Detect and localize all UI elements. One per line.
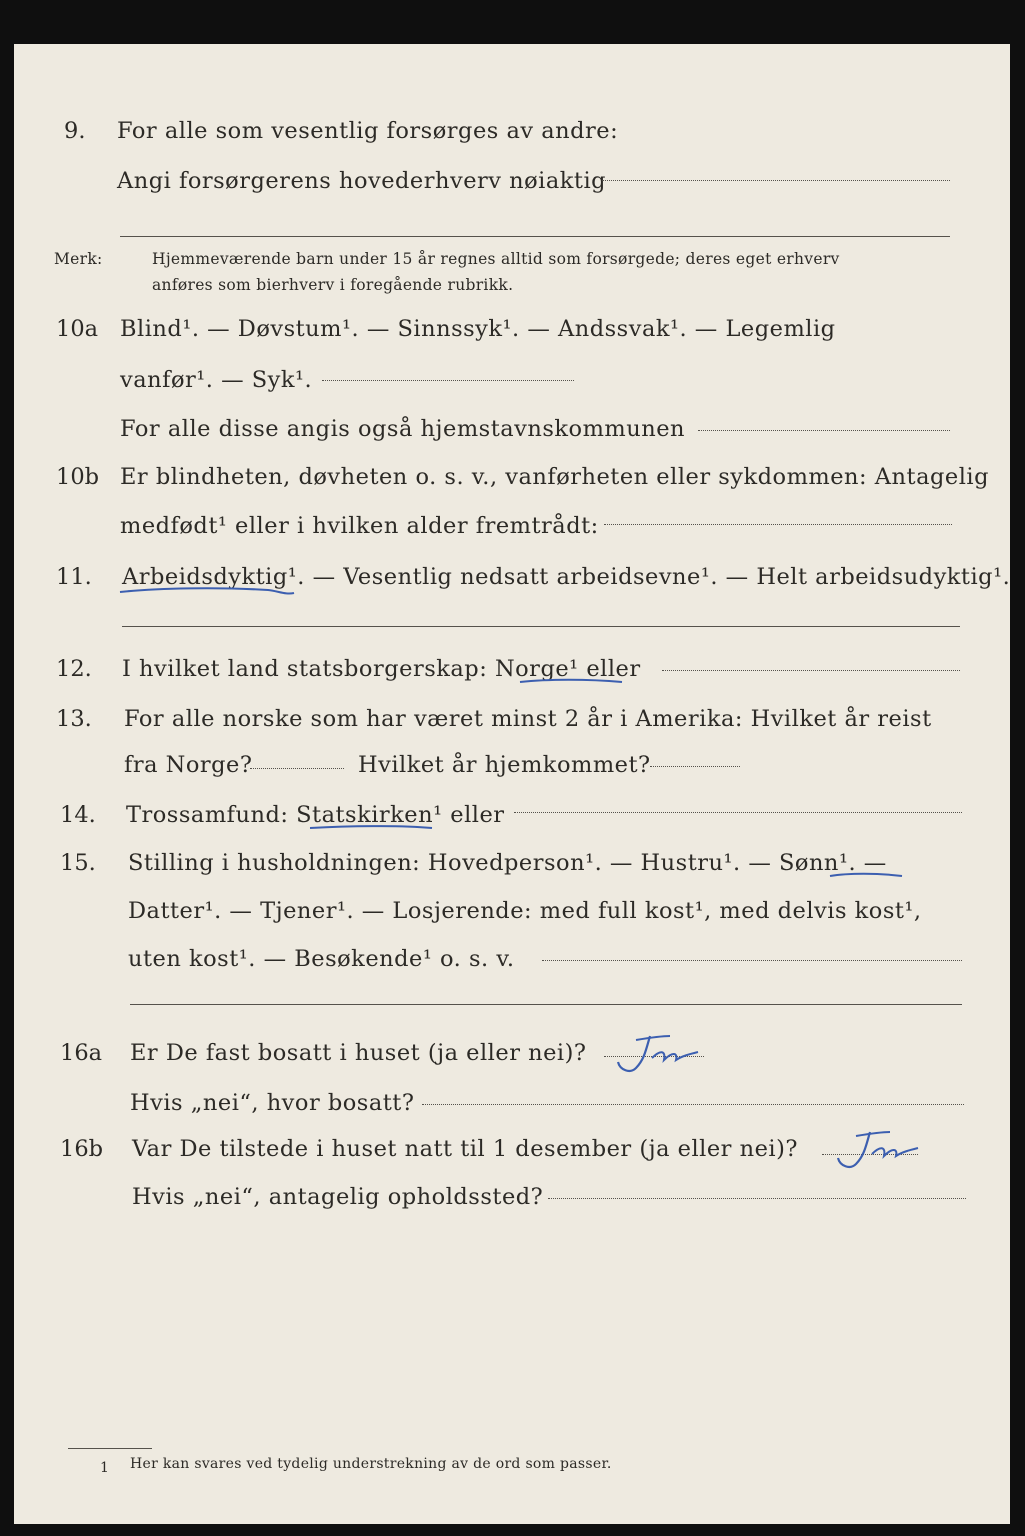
q9-line2: Angi forsørgerens hovederhverv nøiaktig: [117, 168, 607, 194]
q16a-bosatt-line: [422, 1104, 964, 1105]
merk-line1: Hjemmeværende barn under 15 år regnes alltid som forsørgede; deres eget erhverv: [152, 250, 840, 268]
q11-underline-mark: [118, 584, 298, 598]
q9-number: 9.: [64, 118, 86, 144]
merk-line2: anføres som bierhverv i foregående rubrikk.: [152, 276, 514, 294]
footnote-rule: [68, 1448, 152, 1449]
q13-line1: For alle norske som har været minst 2 år i Amerika: Hvilket år reist: [124, 706, 932, 732]
q11-extra-line: [122, 626, 960, 627]
q15-line2: Datter¹. — Tjener¹. — Losjerende: med full kost¹, med delvis kost¹,: [128, 898, 922, 924]
q13-hjemkommet-line: [650, 766, 740, 767]
q14-pre: Trossamfund:: [126, 802, 289, 828]
q16b-line1: Var De tilstede i huset natt til 1 desember (ja eller nei)?: [132, 1136, 798, 1162]
q12-norge: Norge: [494, 656, 570, 682]
q13-number: 13.: [56, 706, 92, 732]
q10a-line2: vanfør¹. — Syk¹.: [120, 367, 313, 393]
q12-number: 12.: [56, 656, 92, 682]
q9-line1: For alle som vesentlig forsørges av andre:: [117, 118, 619, 144]
footnote-mark: 1: [100, 1460, 110, 1476]
q9-answer-line: [602, 180, 950, 181]
q15-line1-pre: Stilling i husholdningen: Hovedperson¹. — Hustru¹. —: [128, 850, 772, 876]
q12-post: ¹ eller: [569, 656, 641, 682]
q14-answer-line: [514, 812, 962, 813]
q16a-number: 16a: [60, 1040, 103, 1066]
form-page: [14, 44, 1010, 1524]
q10a-line3: For alle disse angis også hjemstavnskommunen: [120, 416, 686, 442]
q16a-line1: Er De fast bosatt i huset (ja eller nei)?: [130, 1040, 587, 1066]
q10b-line2: medfødt¹ eller i hvilken alder fremtrådt:: [120, 513, 599, 539]
q10a-kommune-line: [698, 430, 950, 431]
q12-answer-line: [662, 670, 960, 671]
q16b-number: 16b: [60, 1136, 104, 1162]
q15-line1-post: ¹. —: [838, 850, 887, 876]
q10a-number: 10a: [56, 316, 99, 342]
q16a-handwritten-answer: [612, 1030, 704, 1078]
q15-number: 15.: [60, 850, 96, 876]
merk-label: Merk:: [54, 250, 103, 268]
footnote-text: Her kan svares ved tydelig understrekning av de ord som passer.: [130, 1456, 612, 1472]
q11-arbeidsdyktig: Arbeidsdyktig: [122, 564, 288, 590]
q11-rest: ¹. — Vesentlig nedsatt arbeidsevne¹. — Helt arbeidsudyktig¹.: [287, 564, 1011, 590]
q14-post: ¹ eller: [433, 802, 505, 828]
q16b-handwritten-answer: [832, 1126, 924, 1174]
q13-line2b: Hvilket år hjemkommet?: [358, 752, 651, 778]
q14-number: 14.: [60, 802, 96, 828]
q10b-answer-line: [604, 524, 952, 525]
q10b-line1: Er blindheten, døvheten o. s. v., vanførheten eller sykdommen: Antagelig: [120, 464, 989, 490]
q9-extra-line: [120, 236, 950, 237]
q15-underline-mark: [828, 870, 908, 882]
q16a-line2: Hvis „nei“, hvor bosatt?: [130, 1090, 415, 1116]
q10b-number: 10b: [56, 464, 100, 490]
q12-pre: I hvilket land statsborgerskap:: [122, 656, 488, 682]
q11-number: 11.: [56, 564, 92, 590]
q16b-line2: Hvis „nei“, antagelig opholdssted?: [132, 1184, 544, 1210]
q10a-line1: Blind¹. — Døvstum¹. — Sinnssyk¹. — Andssvak¹. — Legemlig: [120, 316, 836, 342]
q15-extra-line: [130, 1004, 962, 1005]
q16b-opholdssted-line: [548, 1198, 966, 1199]
q14-statskirken: Statskirken: [296, 802, 434, 828]
q15-line3: uten kost¹. — Besøkende¹ o. s. v.: [128, 946, 515, 972]
q15-answer-line: [542, 960, 962, 961]
q15-line1: [128, 850, 887, 876]
q13-line2a: fra Norge?: [124, 752, 253, 778]
q14-underline-mark: [308, 822, 438, 834]
q12-underline-mark: [518, 676, 628, 688]
q15-sonn: Sønn: [778, 850, 839, 876]
q13-reist-line: [250, 768, 344, 769]
q10a-answer-line: [322, 380, 574, 381]
